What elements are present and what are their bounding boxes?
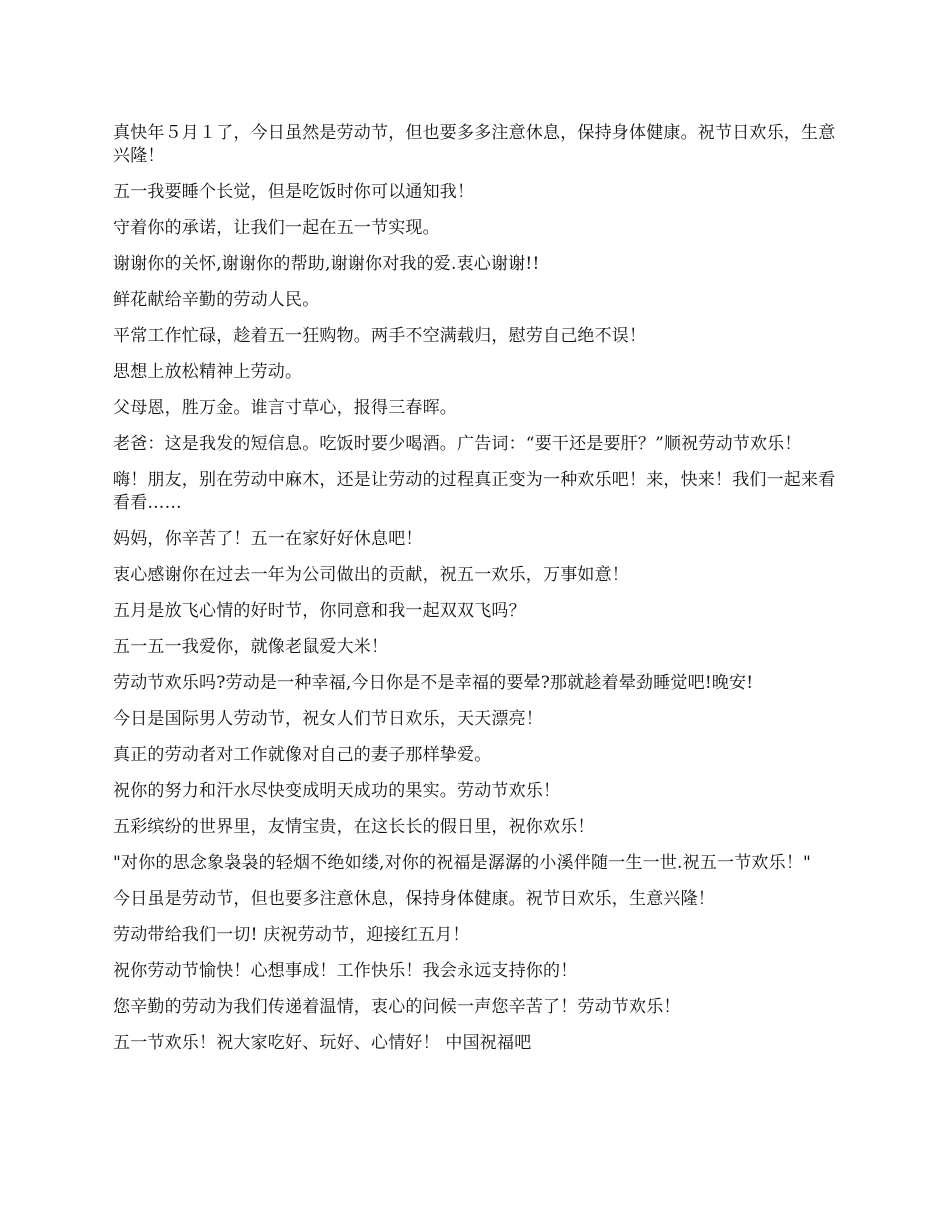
text-line: 真正的劳动者对工作就像对自己的妻子那样挚爱。	[113, 745, 492, 765]
text-line: 劳动节欢乐吗?劳动是一种幸福,今日你是不是幸福的要晕?那就趁着晕劲睡觉吧!晚安!	[113, 673, 754, 693]
text-line: 五一节欢乐！祝大家吃好、玩好、心情好！ 中国祝福吧	[113, 1033, 532, 1053]
text-line: 五月是放飞心情的好时节，你同意和我一起双双飞吗？	[113, 601, 526, 621]
text-line: 鲜花献给辛勤的劳动人民。	[113, 290, 320, 310]
text-line: 五一五一我爱你，就像老鼠爱大米！	[113, 637, 389, 657]
text-line: 守着你的承诺，让我们一起在五一节实现。	[113, 218, 440, 238]
text-line: 思想上放松精神上劳动。	[113, 362, 303, 382]
text-line: 祝你的努力和汗水尽快变成明天成功的果实。劳动节欢乐！	[113, 781, 561, 801]
text-line: 父母恩，胜万金。谁言寸草心，报得三春晖。	[113, 398, 457, 418]
text-line: 祝你劳动节愉快！心想事成！工作快乐！我会永远支持你的！	[113, 961, 578, 981]
text-line: 妈妈，你辛苦了！五一在家好好休息吧！	[113, 529, 423, 549]
text-line: "对你的思念象袅袅的轻烟不绝如缕,对你的祝福是潺潺的小溪伴随一生一世.祝五一节欢乐！"	[113, 853, 812, 873]
text-line: 平常工作忙碌，趁着五一狂购物。两手不空满载归，慰劳自己绝不误！	[113, 326, 647, 346]
text-line: 老爸：这是我发的短信息。吃饭时要少喝酒。广告词：“要干还是要肝？”顺祝劳动节欢乐！	[113, 434, 802, 454]
text-line: 真快年５月１了，今日虽然是劳动节，但也要多多注意休息，保持身体健康。祝节日欢乐，生意兴隆！	[113, 123, 836, 166]
text-line: 五彩缤纷的世界里，友情宝贵，在这长长的假日里，祝你欢乐！	[113, 817, 595, 837]
text-line: 您辛勤的劳动为我们传递着温情，衷心的问候一声您辛苦了！劳动节欢乐！	[113, 997, 681, 1017]
text-line: 劳动带给我们一切! 庆祝劳动节，迎接红五月！	[113, 925, 470, 945]
text-line: 五一我要睡个长觉，但是吃饭时你可以通知我！	[113, 182, 475, 202]
text-line: 谢谢你的关怀,谢谢你的帮助,谢谢你对我的爱.衷心谢谢!!	[113, 254, 540, 274]
text-line: 嗨！朋友，别在劳动中麻木，还是让劳动的过程真正变为一种欢乐吧！来，快来！我们一起来看看看……	[113, 470, 836, 513]
text-line: 今日虽是劳动节，但也要多注意休息，保持身体健康。祝节日欢乐，生意兴隆！	[113, 889, 715, 909]
text-line: 衷心感谢你在过去一年为公司做出的贡献，祝五一欢乐，万事如意！	[113, 565, 629, 585]
document-body	[113, 122, 845, 1068]
text-line: 今日是国际男人劳动节，祝女人们节日欢乐，天天漂亮！	[113, 709, 543, 729]
